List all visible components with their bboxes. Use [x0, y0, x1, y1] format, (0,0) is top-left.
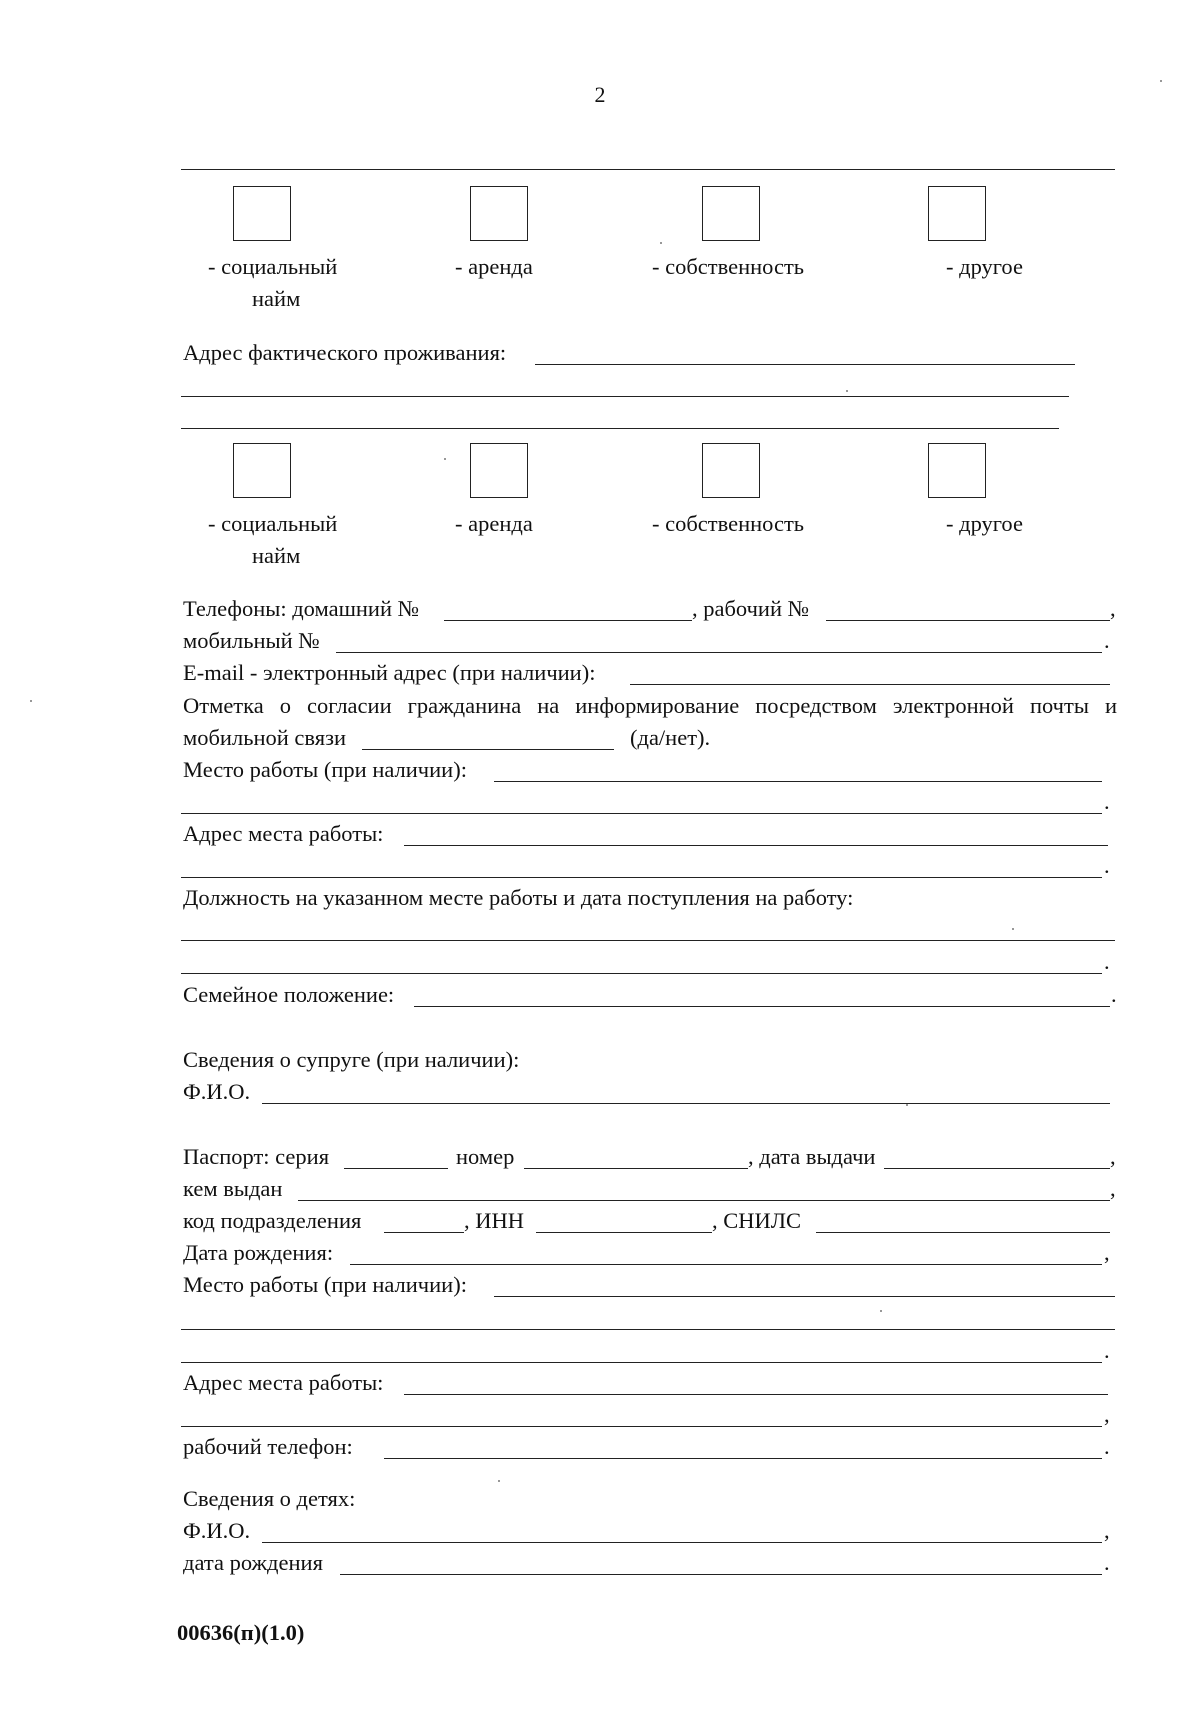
position-field-line2[interactable]	[181, 973, 1102, 974]
form-code: 00636(п)(1.0)	[177, 1620, 305, 1645]
consent-field[interactable]	[362, 749, 614, 750]
work-address-field[interactable]	[404, 845, 1108, 846]
dept-code-field[interactable]	[384, 1232, 464, 1233]
mobile-phone-label: мобильный №	[183, 628, 320, 653]
checkbox-social-rent[interactable]	[233, 186, 291, 241]
scan-speck	[498, 1480, 500, 1482]
period: .	[1104, 853, 1110, 878]
option-social-label: - социальный	[208, 254, 338, 279]
period: .	[1104, 1434, 1110, 1459]
work-address-field-line2[interactable]	[181, 877, 1102, 878]
inn-label: , ИНН	[464, 1208, 524, 1233]
scan-speck	[1160, 80, 1162, 82]
option-rent-label-2: - аренда	[455, 511, 533, 536]
birth-date-label: Дата рождения:	[183, 1240, 334, 1265]
issued-by-label: кем выдан	[183, 1176, 283, 1201]
spouse-work-phone-field[interactable]	[384, 1458, 1102, 1459]
children-heading: Сведения о детях:	[183, 1486, 356, 1511]
mobile-phone-field[interactable]	[336, 652, 1102, 653]
page-number: 2	[594, 82, 606, 107]
birth-date-field[interactable]	[350, 1264, 1102, 1265]
scan-speck	[660, 242, 662, 244]
spouse-heading: Сведения о супруге (при наличии):	[183, 1047, 520, 1072]
issue-date-label: , дата выдачи	[748, 1144, 876, 1169]
option-social-label-2: - социальный	[208, 511, 338, 536]
work-phone-label: , рабочий №	[692, 596, 810, 621]
email-label: E-mail - электронный адрес (при наличии):	[183, 660, 596, 685]
scan-speck	[906, 1104, 908, 1106]
work-address-label: Адрес места работы:	[183, 821, 384, 846]
issued-by-field[interactable]	[298, 1200, 1110, 1201]
option-social-label-2-line2: найм	[252, 543, 301, 568]
passport-number-field[interactable]	[524, 1168, 748, 1169]
spouse-work-address-label: Адрес места работы:	[183, 1370, 384, 1395]
checkbox-rent-2[interactable]	[470, 443, 528, 498]
scan-speck	[846, 390, 848, 392]
snils-label: , СНИЛС	[712, 1208, 802, 1233]
period: .	[1104, 1338, 1110, 1363]
workplace-field[interactable]	[494, 781, 1102, 782]
comma: ,	[1110, 1144, 1116, 1169]
comma: ,	[1104, 1402, 1110, 1427]
scan-speck	[1012, 928, 1014, 930]
marital-status-label: Семейное положение:	[183, 982, 395, 1007]
option-other-label-2: - другое	[946, 511, 1023, 536]
actual-address-field-line2[interactable]	[181, 396, 1069, 397]
option-rent-label: - аренда	[455, 254, 533, 279]
issue-date-field[interactable]	[884, 1168, 1110, 1169]
checkbox-ownership-2[interactable]	[702, 443, 760, 498]
option-social-label-line2: найм	[252, 286, 301, 311]
snils-field[interactable]	[816, 1232, 1110, 1233]
spouse-workplace-label: Место работы (при наличии):	[183, 1272, 467, 1297]
checkbox-rent[interactable]	[470, 186, 528, 241]
period: .	[1111, 982, 1117, 1007]
option-ownership-label: - собственность	[652, 254, 805, 279]
spouse-workplace-field-line3[interactable]	[181, 1362, 1102, 1363]
checkbox-other[interactable]	[928, 186, 986, 241]
email-field[interactable]	[630, 684, 1110, 685]
period: .	[1104, 1550, 1110, 1575]
spouse-workplace-field[interactable]	[494, 1296, 1115, 1297]
consent-mobile-label: мобильной связи	[183, 725, 347, 750]
consent-suffix: (да/нет).	[630, 725, 711, 750]
passport-number-label: номер	[456, 1144, 515, 1169]
passport-series-field[interactable]	[344, 1168, 448, 1169]
checkbox-ownership[interactable]	[702, 186, 760, 241]
top-rule	[181, 169, 1115, 170]
option-ownership-label-2: - собственность	[652, 511, 805, 536]
child-birth-date-label: дата рождения	[183, 1550, 323, 1575]
comma: ,	[1104, 1240, 1110, 1265]
period: .	[1104, 789, 1110, 814]
scan-speck	[30, 700, 32, 702]
position-field[interactable]	[181, 940, 1115, 941]
inn-field[interactable]	[536, 1232, 712, 1233]
comma: ,	[1110, 1176, 1116, 1201]
home-phone-label: Телефоны: домашний №	[183, 596, 420, 621]
spouse-fio-field[interactable]	[262, 1103, 1110, 1104]
dept-code-label: код подразделения	[183, 1208, 362, 1233]
actual-address-field[interactable]	[535, 364, 1075, 365]
spouse-fio-label: Ф.И.О.	[183, 1079, 251, 1104]
scan-speck	[444, 458, 446, 460]
child-fio-field[interactable]	[262, 1542, 1102, 1543]
child-fio-label: Ф.И.О.	[183, 1518, 251, 1543]
comma: ,	[1104, 1518, 1110, 1543]
consent-text: Отметка о согласии гражданина на информирование посредством электронной почты и	[183, 693, 1117, 718]
spouse-work-address-field-line2[interactable]	[181, 1426, 1102, 1427]
actual-address-field-line3[interactable]	[181, 428, 1059, 429]
spouse-work-phone-label: рабочий телефон:	[183, 1434, 353, 1459]
scan-speck	[880, 1310, 882, 1312]
checkbox-other-2[interactable]	[928, 443, 986, 498]
option-other-label: - другое	[946, 254, 1023, 279]
position-label: Должность на указанном месте работы и дата поступления на работу:	[183, 885, 854, 910]
spouse-workplace-field-line2[interactable]	[181, 1329, 1115, 1330]
child-birth-date-field[interactable]	[340, 1574, 1102, 1575]
checkbox-social-rent-2[interactable]	[233, 443, 291, 498]
home-phone-field[interactable]	[444, 620, 692, 621]
period: .	[1104, 949, 1110, 974]
work-phone-field[interactable]	[826, 620, 1110, 621]
workplace-label: Место работы (при наличии):	[183, 757, 467, 782]
workplace-field-line2[interactable]	[181, 813, 1102, 814]
marital-status-field[interactable]	[414, 1006, 1110, 1007]
period: .	[1104, 628, 1110, 653]
spouse-work-address-field[interactable]	[404, 1394, 1108, 1395]
passport-series-label: Паспорт: серия	[183, 1144, 330, 1169]
actual-address-label: Адрес фактического проживания:	[183, 340, 507, 365]
comma: ,	[1110, 596, 1116, 621]
